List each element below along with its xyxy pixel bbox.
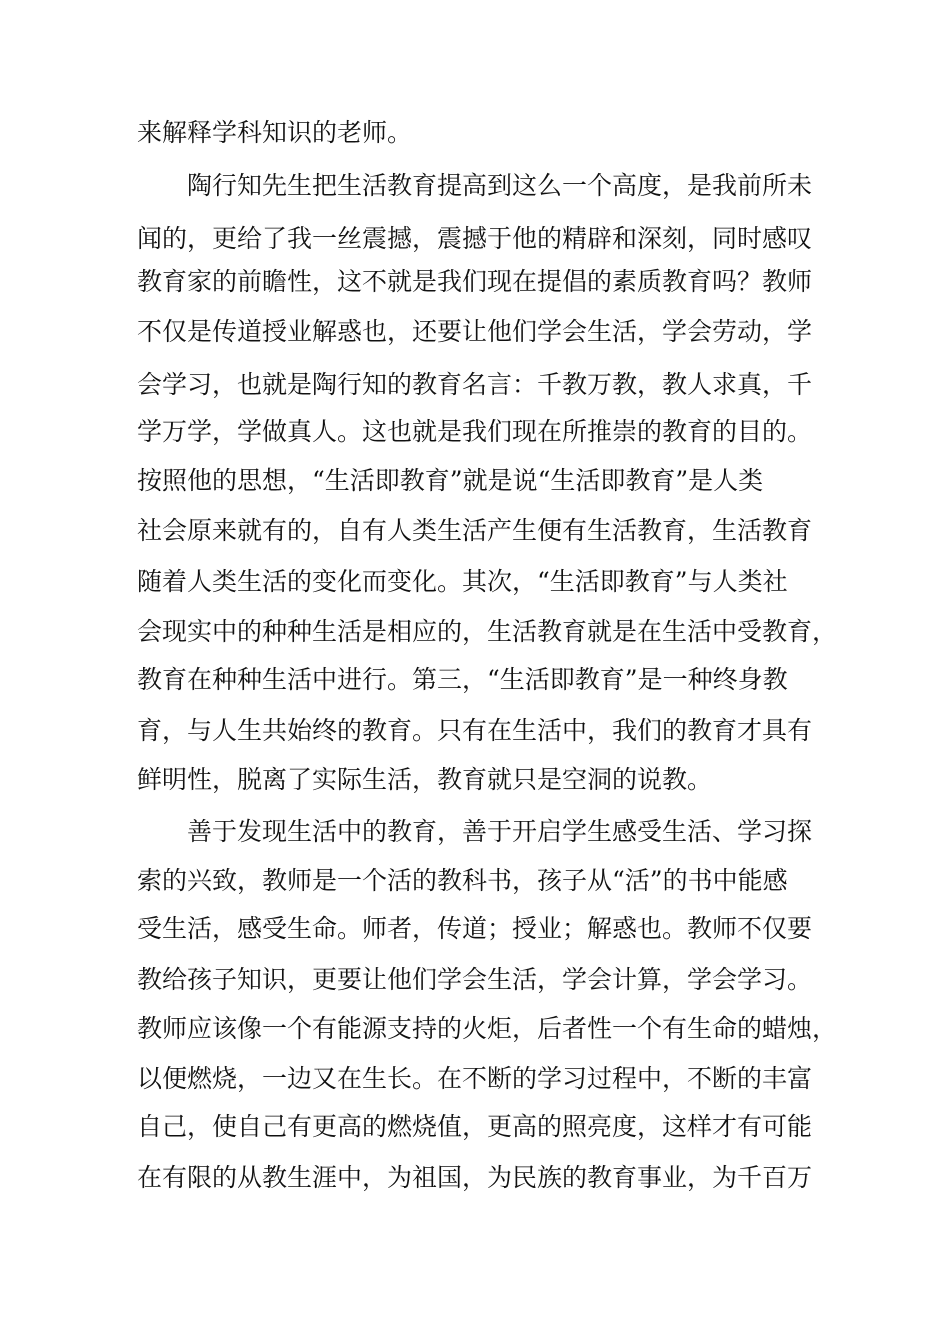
- text-line: 随着人类生活的变化而变化。其次，“生活即教育”与人类社: [137, 567, 788, 596]
- text-line: 来解释学科知识的老师。: [137, 118, 413, 147]
- text-line: 闻的，更给了我一丝震撼，震撼于他的精辟和深刻，同时感叹: [137, 224, 813, 253]
- text-line: 教师应该像一个有能源支持的火炬，后者性一个有生命的蜡烛，: [137, 1014, 838, 1043]
- text-line: 不仅是传道授业解惑也，还要让他们学会生活，学会劳动，学: [137, 317, 813, 346]
- text-line: 自己，使自己有更高的燃烧值，更高的照亮度，这样才有可能: [137, 1112, 813, 1141]
- text-line: 陶行知先生把生活教育提高到这么一个高度，是我前所未: [137, 171, 813, 200]
- text-line: 育，与人生共始终的教育。只有在生活中，我们的教育才具有: [137, 716, 813, 745]
- text-line: 教育在种种生活中进行。第三，“生活即教育”是一种终身教: [137, 665, 788, 694]
- text-line: 会现实中的种种生活是相应的，生活教育就是在生活中受教育，: [137, 617, 838, 646]
- text-line: 在有限的从教生涯中，为祖国，为民族的教育事业，为千百万: [137, 1163, 813, 1192]
- text-line: 按照他的思想，“生活即教育”就是说“生活即教育”是人类: [137, 466, 764, 495]
- text-line: 鲜明性，脱离了实际生活，教育就只是空洞的说教。: [137, 765, 713, 794]
- text-line: 社会原来就有的，自有人类生活产生便有生活教育，生活教育: [137, 516, 813, 545]
- text-line: 会学习，也就是陶行知的教育名言：千教万教，教人求真，千: [137, 370, 813, 399]
- text-line: 受生活，感受生命。师者，传道；授业；解惑也。教师不仅要: [137, 914, 813, 943]
- text-line: 学万学，学做真人。这也就是我们现在所推崇的教育的目的。: [137, 417, 813, 446]
- text-line: 以便燃烧，一边又在生长。在不断的学习过程中，不断的丰富: [137, 1064, 813, 1093]
- text-line: 索的兴致，教师是一个活的教科书，孩子从“活”的书中能感: [137, 866, 788, 895]
- text-line: 教育家的前瞻性，这不就是我们现在提倡的素质教育吗？教师: [137, 267, 813, 296]
- text-line: 善于发现生活中的教育，善于开启学生感受生活、学习探: [137, 817, 813, 846]
- text-line: 教给孩子知识，更要让他们学会生活，学会计算，学会学习。: [137, 965, 813, 994]
